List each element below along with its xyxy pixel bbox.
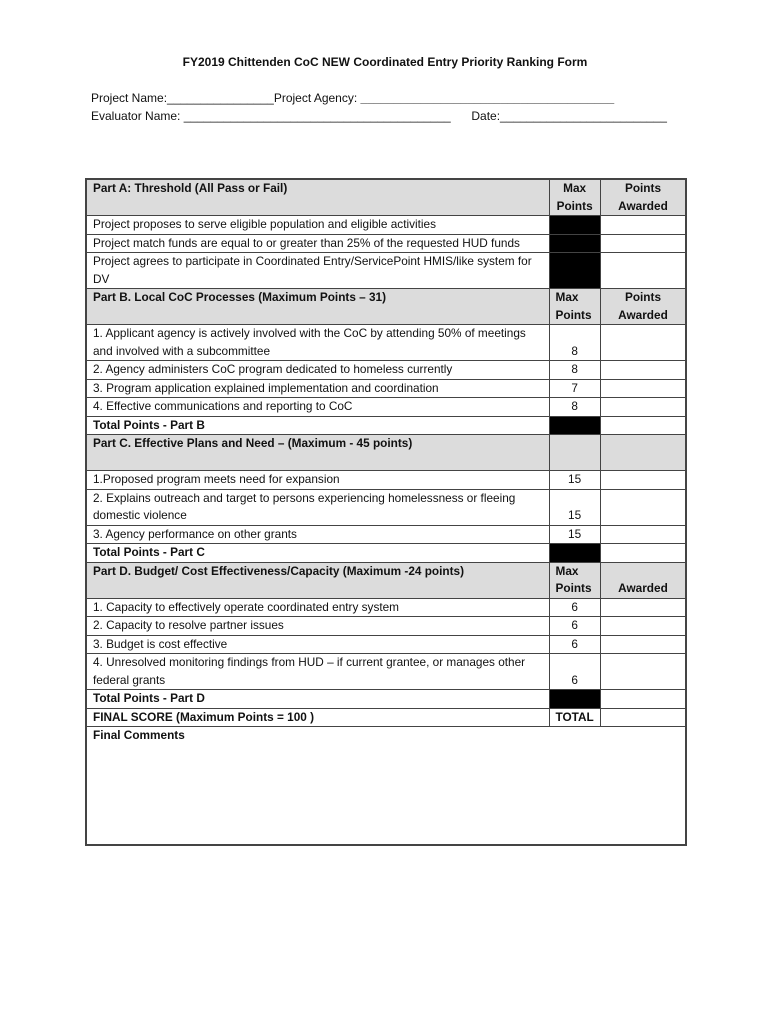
part-d-header: Part D. Budget/ Cost Effectiveness/Capacity (Maximum -24 points) <box>86 562 549 598</box>
points-awarded-cell[interactable] <box>600 379 686 398</box>
max-points-value: 6 <box>549 654 600 690</box>
part-d-total-cell[interactable] <box>600 690 686 709</box>
evaluator-name-label: Evaluator Name: <box>91 109 181 123</box>
part-a-header-row <box>86 179 686 216</box>
final-score-row <box>86 708 686 727</box>
table-row <box>86 216 686 235</box>
part-b-total-row <box>86 416 686 435</box>
part-c-row-label: 2. Explains outreach and target to persons experiencing homelessness or fleeing domestic violence <box>86 489 549 525</box>
part-b-row-label: 3. Program application explained implementation and coordination <box>86 379 549 398</box>
part-a-row-label: Project match funds are equal to or greater than 25% of the requested HUD funds <box>86 234 549 253</box>
evaluator-info-line <box>91 109 667 123</box>
blacked-out-cell <box>549 216 600 235</box>
part-c-total-row <box>86 544 686 563</box>
part-d-row-label: 3. Budget is cost effective <box>86 635 549 654</box>
total-label: TOTAL <box>549 708 600 727</box>
points-awarded-header: Awarded <box>600 562 686 598</box>
max-points-value: 6 <box>549 635 600 654</box>
max-points-header: Max Points <box>549 179 600 216</box>
max-points-value: 15 <box>549 471 600 490</box>
points-awarded-cell[interactable] <box>600 234 686 253</box>
blacked-out-cell <box>549 416 600 435</box>
blacked-out-cell <box>549 234 600 253</box>
table-row <box>86 325 686 361</box>
points-awarded-cell[interactable] <box>600 361 686 380</box>
part-c-total-label: Total Points - Part C <box>86 544 549 563</box>
final-score-label: FINAL SCORE (Maximum Points = 100 ) <box>86 708 549 727</box>
table-row <box>86 654 686 690</box>
table-row <box>86 361 686 380</box>
points-awarded-cell[interactable] <box>600 471 686 490</box>
final-total-cell[interactable] <box>600 708 686 727</box>
part-d-header-row <box>86 562 686 598</box>
points-awarded-cell[interactable] <box>600 216 686 235</box>
part-c-row-label: 3. Agency performance on other grants <box>86 525 549 544</box>
part-d-row-label: 1. Capacity to effectively operate coordinated entry system <box>86 598 549 617</box>
evaluator-name-field[interactable]: ________________________________________ <box>183 109 451 123</box>
table-row <box>86 379 686 398</box>
table-row <box>86 489 686 525</box>
part-c-header: Part C. Effective Plans and Need – (Maximum - 45 points) <box>86 435 549 471</box>
table-row <box>86 635 686 654</box>
points-awarded-cell[interactable] <box>600 253 686 289</box>
part-a-row-label: Project proposes to serve eligible population and eligible activities <box>86 216 549 235</box>
final-comments-row <box>86 727 686 845</box>
part-b-row-label: 4. Effective communications and reporting to CoC <box>86 398 549 417</box>
points-awarded-cell[interactable] <box>600 654 686 690</box>
part-b-row-label: 2. Agency administers CoC program dedicated to homeless currently <box>86 361 549 380</box>
part-b-header-row <box>86 289 686 325</box>
header-blank-cell <box>549 435 600 471</box>
form-title: FY2019 Chittenden CoC NEW Coordinated Entry Priority Ranking Form <box>182 55 588 69</box>
points-awarded-cell[interactable] <box>600 489 686 525</box>
project-info-line <box>91 91 614 105</box>
points-awarded-cell[interactable] <box>600 525 686 544</box>
part-d-row-label: 4. Unresolved monitoring findings from HUD – if current grantee, or manages other federal grants <box>86 654 549 690</box>
table-row <box>86 253 686 289</box>
max-points-value: 15 <box>549 525 600 544</box>
date-label: Date: <box>471 109 501 123</box>
table-row <box>86 598 686 617</box>
points-awarded-header: Points Awarded <box>600 179 686 216</box>
part-d-total-row <box>86 690 686 709</box>
max-points-value: 7 <box>549 379 600 398</box>
table-row <box>86 525 686 544</box>
part-b-row-label: 1. Applicant agency is actively involved with the CoC by attending 50% of meetings and involved with a subcommittee <box>86 325 549 361</box>
part-c-row-label: 1.Proposed program meets need for expansion <box>86 471 549 490</box>
blacked-out-cell <box>549 690 600 709</box>
table-row <box>86 234 686 253</box>
ranking-table <box>85 178 687 846</box>
max-points-value: 6 <box>549 617 600 636</box>
max-points-value: 8 <box>549 398 600 417</box>
final-comments-label: Final Comments <box>93 728 185 742</box>
part-d-total-label: Total Points - Part D <box>86 690 549 709</box>
table-row <box>86 398 686 417</box>
points-awarded-header: Points Awarded <box>600 289 686 325</box>
date-field[interactable]: _________________________ <box>500 109 667 123</box>
part-c-total-cell[interactable] <box>600 544 686 563</box>
table-row <box>86 471 686 490</box>
header-blank-cell <box>600 435 686 471</box>
project-agency-field[interactable]: ______________________________________ <box>360 91 615 105</box>
part-b-total-cell[interactable] <box>600 416 686 435</box>
final-comments-box[interactable] <box>86 727 686 845</box>
part-a-header: Part A: Threshold (All Pass or Fail) <box>86 179 549 216</box>
points-awarded-cell[interactable] <box>600 598 686 617</box>
table-row <box>86 617 686 636</box>
part-a-row-label: Project agrees to participate in Coordinated Entry/ServicePoint HMIS/like system for DV <box>86 253 549 289</box>
part-c-header-row <box>86 435 686 471</box>
blacked-out-cell <box>549 544 600 563</box>
part-b-header: Part B. Local CoC Processes (Maximum Points – 31) <box>86 289 549 325</box>
points-awarded-cell[interactable] <box>600 325 686 361</box>
points-awarded-cell[interactable] <box>600 617 686 636</box>
part-d-row-label: 2. Capacity to resolve partner issues <box>86 617 549 636</box>
max-points-header: Max Points <box>549 562 600 598</box>
project-agency-label: Project Agency: <box>273 91 358 105</box>
max-points-value: 6 <box>549 598 600 617</box>
blacked-out-cell <box>549 253 600 289</box>
max-points-header: Max Points <box>549 289 600 325</box>
max-points-value: 8 <box>549 361 600 380</box>
project-name-field[interactable]: ________________ <box>167 91 274 105</box>
points-awarded-cell[interactable] <box>600 398 686 417</box>
project-name-label: Project Name: <box>91 91 168 105</box>
points-awarded-cell[interactable] <box>600 635 686 654</box>
max-points-value: 8 <box>549 325 600 361</box>
part-b-total-label: Total Points - Part B <box>86 416 549 435</box>
max-points-value: 15 <box>549 489 600 525</box>
